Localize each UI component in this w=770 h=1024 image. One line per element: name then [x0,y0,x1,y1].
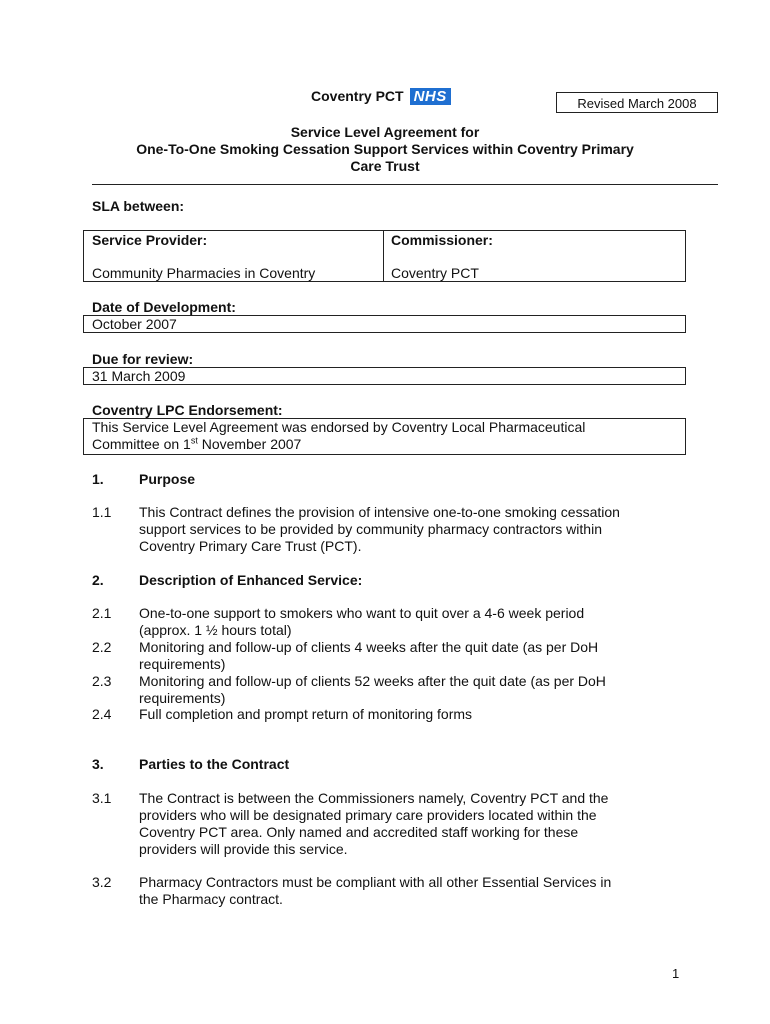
development-value: October 2007 [83,315,686,333]
item-2-1-text: One-to-one support to smokers who want to quit over a 4-6 week period (approx. 1 ½ hours total) [139,605,585,638]
title-line-1: Service Level Agreement for [290,124,480,140]
item-2-4-number: 2.4 [92,706,112,722]
provider-value: Community Pharmacies in Coventry [92,265,316,281]
section-3-heading: Parties to the Contract [139,756,290,772]
item-2-3-number: 2.3 [92,673,112,689]
sla-heading: SLA between: [92,198,185,214]
item-3-2-text: Pharmacy Contractors must be compliant with all other Essential Services in the Pharmacy contract. [139,874,612,907]
item-1-1-number: 1.1 [92,504,112,520]
item-2-2-text: Monitoring and follow-up of clients 4 weeks after the quit date (as per DoH requirements) [139,639,599,672]
title-line-3: Care Trust [350,158,420,174]
item-3-2-number: 3.2 [92,874,112,890]
commissioner-label: Commissioner: [391,232,493,248]
item-3-1-number: 3.1 [92,790,112,806]
development-label: Date of Development: [92,299,236,315]
section-1-number: 1. [92,471,104,487]
item-2-4-text: Full completion and prompt return of monitoring forms [139,706,473,722]
item-2-2-number: 2.2 [92,639,112,655]
section-2-number: 2. [92,572,104,588]
item-2-3-text: Monitoring and follow-up of clients 52 weeks after the quit date (as per DoH requirements) [139,673,606,706]
review-label: Due for review: [92,351,194,367]
section-2-heading: Description of Enhanced Service: [139,572,363,588]
revised-date-box: Revised March 2008 [556,92,718,113]
org-name: Coventry PCT [311,88,404,104]
document-header [311,88,451,105]
item-2-1-number: 2.1 [92,605,112,621]
provider-label: Service Provider: [92,232,208,248]
review-value: 31 March 2009 [83,367,686,385]
page-number: 1 [672,966,680,981]
section-3-number: 3. [92,756,104,772]
endorsement-line-2: Committee on 1st November 2007 [92,435,302,452]
item-3-1-text: The Contract is between the Commissioners namely, Coventry PCT and the providers who will be designated primary care providers located within the Coventry PCT area. Only named and accredited staff working for these providers will provide this service. [139,790,609,857]
nhs-logo: NHS [410,88,451,105]
item-1-1-text: This Contract defines the provision of intensive one-to-one smoking cessation support services to be provided by community pharmacy contractors within Coventry Primary Care Trust (PCT). [139,504,620,554]
divider [92,184,718,185]
section-1-heading: Purpose [139,471,196,487]
commissioner-value: Coventry PCT [391,265,479,281]
title-line-2: One-To-One Smoking Cessation Support Services within Coventry Primary [136,141,634,157]
sla-table-divider [383,230,384,282]
endorsement-label: Coventry LPC Endorsement: [92,402,283,418]
endorsement-box [83,418,686,455]
endorsement-line-1: This Service Level Agreement was endorsed by Coventry Local Pharmaceutical [92,419,586,435]
